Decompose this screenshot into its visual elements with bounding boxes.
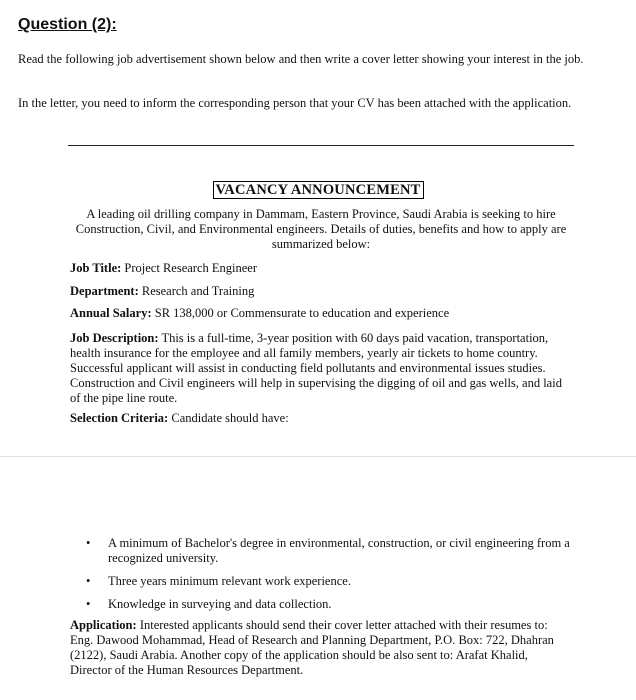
salary-field — [70, 306, 572, 321]
selection-criteria-value: Candidate should have: — [171, 411, 289, 425]
criteria-item-text: Three years minimum relevant work experience. — [108, 574, 351, 588]
job-description-value: This is a full-time, 3-year position with 60 days paid vacation, transportation, health insurance for the employee and all family members, yearly air tickets to home country. Successful applicant will assist in conducting field pollutants and environmental issues studies. Construction and Civil engineers will help in supervising the digging of oil and gas wells, and laid of the pipe line route. — [70, 331, 562, 405]
department-label: Department: — [70, 284, 139, 298]
criteria-list — [86, 536, 574, 612]
department-field — [70, 284, 572, 299]
list-item — [86, 574, 574, 589]
job-description-label: Job Description: — [70, 331, 159, 345]
selection-criteria-field — [70, 411, 572, 426]
salary-label: Annual Salary: — [70, 306, 152, 320]
vacancy-intro: A leading oil drilling company in Dammam, Eastern Province, Saudi Arabia is seeking to hire Construction, Civil, and Environmental engineers. Details of duties, benefits and how to apply are summarized below: — [75, 207, 567, 251]
application-label: Application: — [70, 618, 137, 632]
instruction-paragraph-1: Read the following job advertisement shown below and then write a cover letter showing your interest in the job. — [18, 52, 584, 66]
criteria-item-text: A minimum of Bachelor's degree in environmental, construction, or civil engineering from a recognized university. — [108, 536, 570, 565]
vacancy-title: VACANCY ANNOUNCEMENT — [213, 181, 424, 199]
job-title-label: Job Title: — [70, 261, 122, 275]
list-item — [86, 536, 574, 566]
salary-value: SR 138,000 or Commensurate to education and experience — [154, 306, 450, 320]
bullet-icon: • — [86, 536, 91, 550]
instruction-paragraph-2: In the letter, you need to inform the corresponding person that your CV has been attached with the application. — [18, 96, 572, 110]
selection-criteria-label: Selection Criteria: — [70, 411, 169, 425]
bullet-icon: • — [86, 574, 91, 588]
bullet-icon: • — [86, 597, 91, 611]
criteria-item-text: Knowledge in surveying and data collection. — [108, 597, 332, 611]
job-description-field — [70, 331, 572, 406]
question-heading: Question (2): — [18, 16, 117, 33]
page-break-divider — [0, 456, 636, 457]
job-title-field — [70, 261, 572, 276]
horizontal-rule — [68, 145, 574, 146]
job-title-value: Project Research Engineer — [124, 261, 258, 275]
list-item — [86, 597, 574, 612]
department-value: Research and Training — [141, 284, 255, 298]
vacancy-title-block — [0, 181, 636, 199]
application-value: Interested applicants should send their cover letter attached with their resumes to: Eng. Dawood Mohammad, Head of Research and Planning Department, P.O. Box: 722, Dhahran (2122), Saudi Arabia. Another copy of the application should be also sent to: Arafat Khalid, Director of the Human Resources Department. — [70, 618, 554, 677]
application-field — [70, 618, 572, 678]
